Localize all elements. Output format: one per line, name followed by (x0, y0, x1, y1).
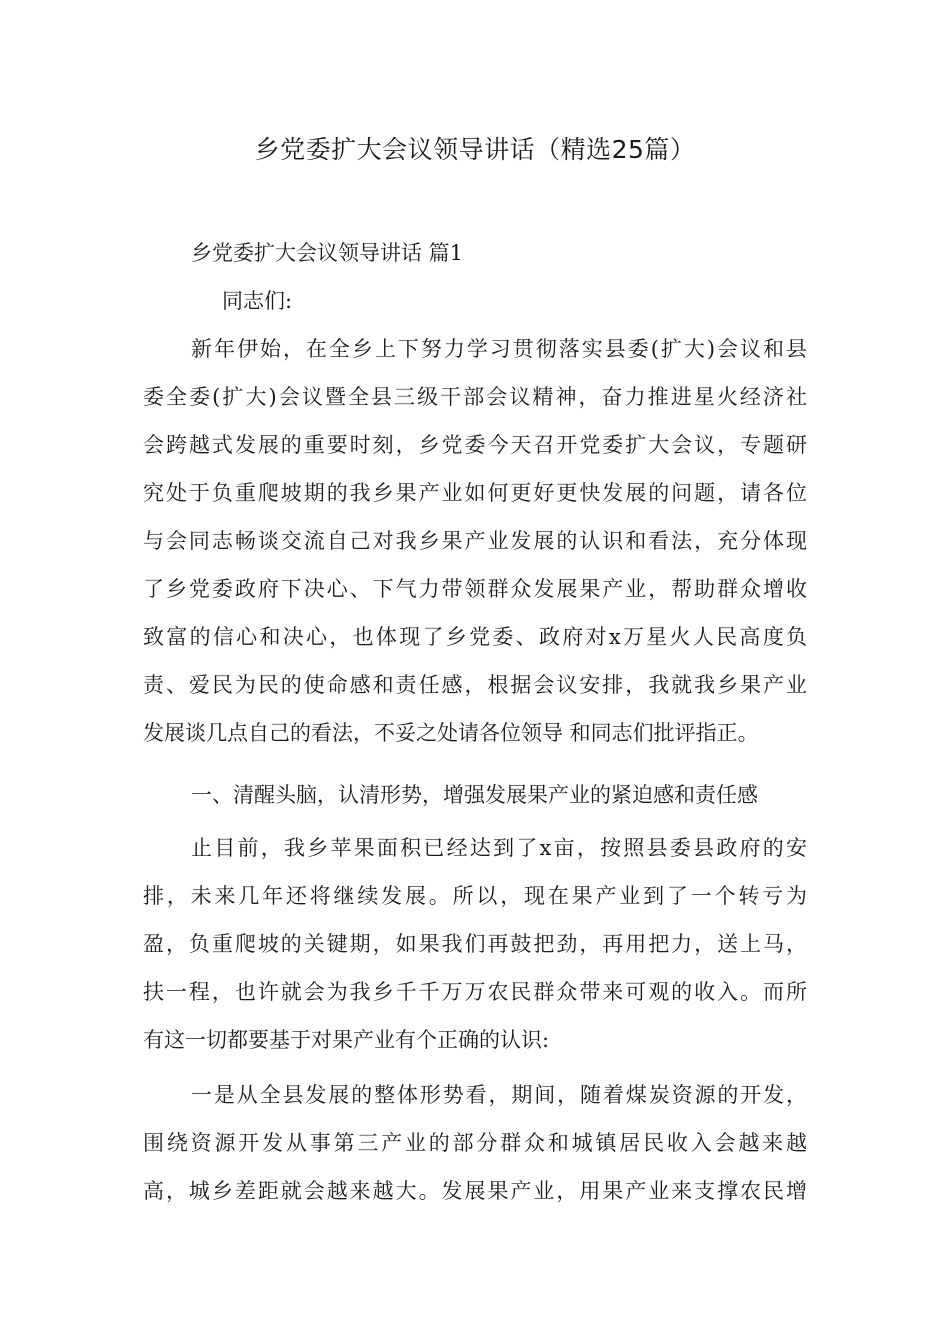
paragraph-1-line: 委全委(扩大)会议暨全县三级干部会议精神，奋力推进星火经济社 (143, 385, 807, 409)
paragraph-1-line: 发展谈几点自己的看法，不妥之处请各位领导 和同志们批评指正。 (143, 721, 759, 745)
paragraph-1-line: 责、爱民为民的使命感和责任感，根据会议安排，我就我乡果产业 (143, 673, 807, 697)
paragraph-2-line: 排，未来几年还将继续发展。所以，现在果产业到了一个转亏为 (143, 884, 807, 908)
section-heading-1: 一、清醒头脑，认清形势，增强发展果产业的紧迫感和责任感 (191, 783, 758, 807)
salutation: 同志们: (222, 289, 293, 313)
paragraph-3-line: 高，城乡差距就会越来越大。发展果产业，用果产业来支撑农民增 (143, 1179, 807, 1203)
paragraph-2-line: 有这一切都要基于对果产业有个正确的认识: (143, 1028, 550, 1052)
paragraph-1-line: 了乡党委政府下决心、下气力带领群众发展果产业，帮助群众增收 (143, 577, 807, 601)
document-title: 乡党委扩大会议领导讲话（精选25篇） (254, 135, 696, 164)
paragraph-1-line: 与会同志畅谈交流自己对我乡果产业发展的认识和看法，充分体现 (143, 529, 807, 553)
paragraph-3-line: 围绕资源开发从事第三产业的部分群众和城镇居民收入会越来越 (143, 1131, 807, 1155)
paragraph-1-line: 会跨越式发展的重要时刻，乡党委今天召开党委扩大会议，专题研 (143, 433, 807, 457)
paragraph-3-line: 一是从全县发展的整体形势看，期间，随着煤炭资源的开发， (191, 1083, 807, 1107)
paragraph-2-line: 盈，负重爬坡的关键期，如果我们再鼓把劲，再用把力，送上马， (143, 932, 807, 956)
section-subtitle: 乡党委扩大会议领导讲话 篇1 (191, 241, 464, 265)
paragraph-1-line: 究处于负重爬坡期的我乡果产业如何更好更快发展的问题，请各位 (143, 481, 807, 505)
paragraph-2-line: 止目前，我乡苹果面积已经达到了x亩，按照县委县政府的安 (191, 836, 807, 860)
paragraph-1-line: 致富的信心和决心，也体现了乡党委、政府对x万星火人民高度负 (143, 625, 807, 649)
paragraph-2-line: 扶一程，也许就会为我乡千千万万农民群众带来可观的收入。而所 (143, 980, 807, 1004)
paragraph-1-line: 新年伊始，在全乡上下努力学习贯彻落实县委(扩大)会议和县 (191, 337, 807, 361)
